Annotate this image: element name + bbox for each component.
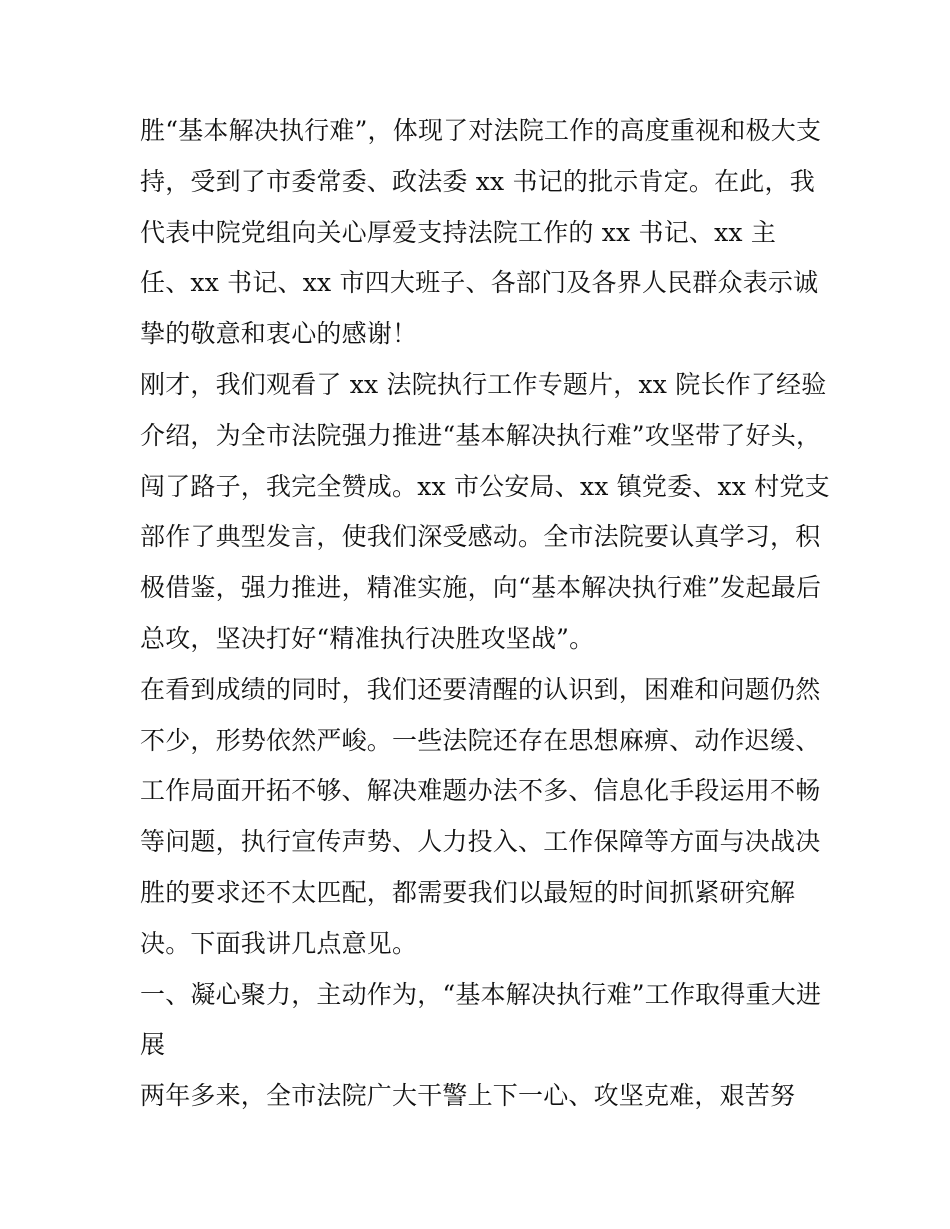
text-line: 持，受到了市委常委、政法委 xx 书记的批示肯定。在此，我 [140,166,815,196]
text-line: 刚才，我们观看了 xx 法院执行工作专题片，xx 院长作了经验 [140,369,827,399]
section-heading-line: 一、凝心聚力，主动作为，“基本解决执行难”工作取得重大进 [140,979,822,1009]
text-line: 介绍，为全市法院强力推进“基本解决执行难”攻坚带了好头， [140,420,822,450]
text-line: 任、xx 书记、xx 市四大班子、各部门及各界人民群众表示诚 [140,268,819,298]
text-line: 总攻，坚决打好“精准执行决胜攻坚战”。 [140,623,595,653]
text-line: 挚的敬意和衷心的感谢！ [140,319,418,349]
text-line: 在看到成绩的同时，我们还要清醒的认识到，困难和问题仍然 [140,674,821,704]
text-line: 部作了典型发言，使我们深受感动。全市法院要认真学习，积 [140,522,821,552]
text-line: 极借鉴，强力推进，精准实施，向“基本解决执行难”发起最后 [140,573,822,603]
section-heading-line: 展 [140,1030,166,1060]
text-line: 闯了路子，我完全赞成。xx 市公安局、xx 镇党委、xx 村党支 [140,471,830,501]
text-line: 两年多来，全市法院广大干警上下一心、攻坚克难，艰苦努 [140,1081,796,1111]
text-line: 工作局面开拓不够、解决难题办法不多、信息化手段运用不畅 [140,776,821,806]
text-line: 等问题，执行宣传声势、人力投入、工作保障等方面与决战决 [140,827,821,857]
text-line: 决。下面我讲几点意见。 [140,928,418,958]
text-line: 不少，形势依然严峻。一些法院还存在思想麻痹、动作迟缓、 [140,725,821,755]
text-line: 胜“基本解决执行难”，体现了对法院工作的高度重视和极大支 [140,116,822,145]
text-line: 胜的要求还不太匹配，都需要我们以最短的时间抓紧研究解 [140,877,796,907]
text-line: 代表中院党组向关心厚爱支持法院工作的 xx 书记、xx 主 [140,217,777,247]
document-body [140,106,830,1122]
